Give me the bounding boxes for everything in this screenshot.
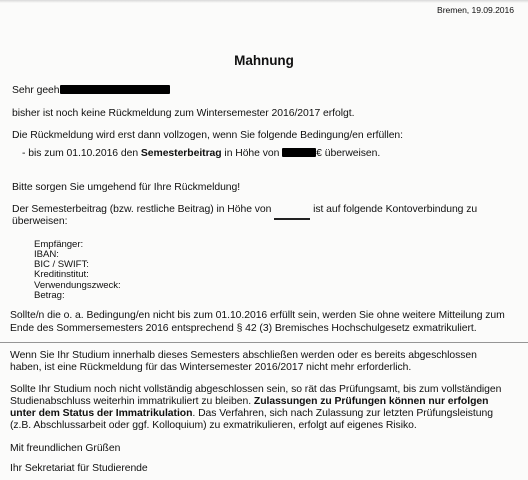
condition-item: [22, 147, 380, 160]
condition-mid: in Höhe von: [221, 148, 283, 159]
letter-date: Bremen, 19.09.2016: [437, 5, 514, 15]
bank-label: BIC / SWIFT:: [34, 259, 89, 270]
scan-edge: [0, 0, 528, 3]
paragraph-7-line-4: (z.B. Abschlussarbeit oder ggf. Kolloquium) zu exmatrikulieren, erfolgt auf eigenes Risiko.: [10, 420, 417, 431]
bank-label: IBAN:: [34, 249, 59, 260]
condition-bold: Semesterbeitrag: [140, 148, 222, 159]
paragraph-3: Bitte sorgen Sie umgehend für Ihre Rückmeldung!: [12, 182, 241, 193]
p7-line3-bold: unter dem Status der Immatrikulation: [10, 408, 193, 419]
paragraph-1: bisher ist noch keine Rückmeldung zum Wintersemester 2016/2017 erfolgt.: [12, 108, 355, 119]
paragraph-6-line-2: haben, ist eine Rückmeldung für das Wintersemester 2016/2017 nicht mehr erforderlich.: [10, 362, 412, 373]
letter-title: Mahnung: [234, 53, 294, 68]
redacted-name: [60, 85, 170, 94]
p4-end: ist auf folgende Kontoverbindung zu: [310, 204, 478, 215]
p7-line3-end: . Das Verfahren, sich nach Zulassung zur letzten Prüfungsleistung: [192, 408, 493, 419]
salutation-line: [12, 84, 170, 97]
bank-label: Kreditinstitut:: [34, 269, 89, 280]
scan-fold-line: [0, 342, 528, 343]
bank-label: Verwendungszweck:: [34, 280, 121, 291]
paragraph-5-line-2: Ende des Sommersemesters 2016 entsprechend § 42 (3) Bremisches Hochschulgesetz exmatrikuliert.: [10, 323, 477, 334]
p4-start: Der Semesterbeitrag (bzw. restliche Beitrag) in Höhe von: [12, 204, 275, 215]
redacted-amount: [282, 148, 316, 157]
salutation: Sehr geeh: [12, 85, 60, 96]
bank-label: Empfänger:: [34, 239, 84, 250]
bank-label: Betrag:: [34, 290, 65, 301]
paragraph-7-line-1: Sollte Ihr Studium noch nicht vollständig abgeschlossen sein, so rät das Prüfungsamt, bis zum vollständigen: [10, 384, 502, 395]
p7-line2-bold: Zulassungen zu Prüfungen können nur erfolgen: [253, 396, 489, 407]
paragraph-5-line-1: Sollte/n die o. a. Bedingung/en nicht bis zum 01.10.2016 erfüllt sein, werden Sie ohne weitere Mitteilung zum: [10, 310, 505, 321]
paragraph-2: Die Rückmeldung wird erst dann vollzogen, wenn Sie folgende Bedingung/en erfüllen:: [12, 130, 403, 141]
condition-suffix: € überweisen.: [316, 148, 381, 159]
condition-prefix: - bis zum 01.10.2016 den: [22, 148, 141, 159]
paragraph-6-line-1: Wenn Sie Ihr Studium innerhalb dieses Semesters abschließen werden oder es bereits abgeschlossen: [10, 350, 477, 361]
p7-line2-start: Studienabschluss weiterhin immatrikuliert zu bleiben.: [10, 396, 254, 407]
paragraph-4-line-2: überweisen:: [12, 216, 68, 227]
signature: Ihr Sekretariat für Studierende: [10, 463, 148, 474]
closing: Mit freundlichen Grüßen: [10, 443, 121, 454]
paragraph-4-line-1: [12, 203, 477, 216]
